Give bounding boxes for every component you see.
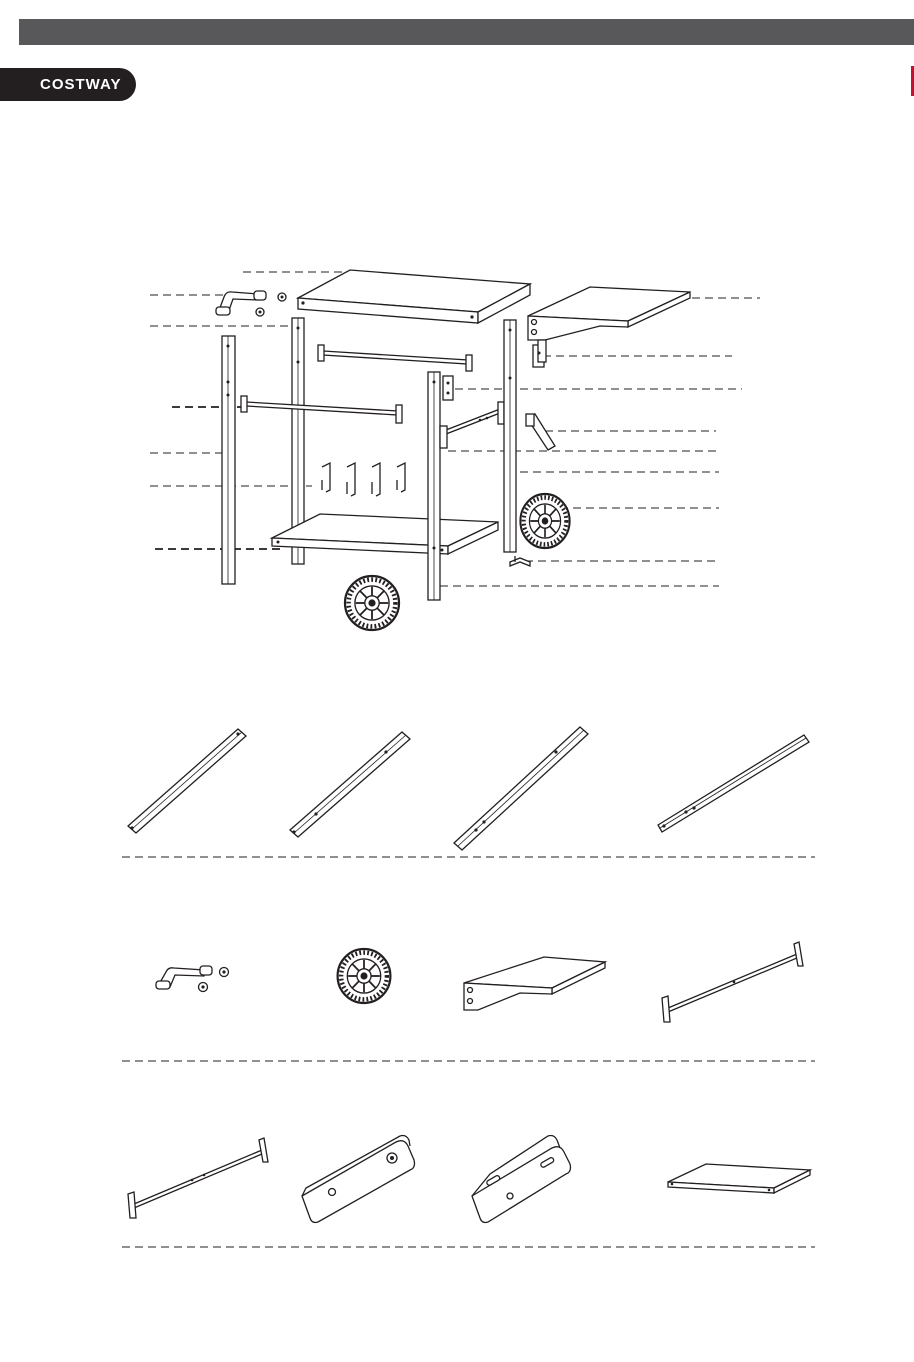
- top-shelf: [298, 270, 530, 323]
- part-leg-4: [658, 735, 809, 832]
- bottom-shelf-exploded: [272, 514, 498, 554]
- handle-exploded: [216, 291, 286, 316]
- part-bracket-left: [472, 1136, 571, 1223]
- parts-row-1: [122, 727, 815, 857]
- wheel-right-exploded: [520, 494, 569, 548]
- exploded-view: [150, 270, 760, 630]
- part-wheel: [338, 949, 391, 1003]
- hinge-bracket: [533, 340, 546, 367]
- bracket-small: [443, 376, 453, 400]
- part-bracket-right: [302, 1136, 415, 1223]
- parts-row-2: [122, 942, 815, 1061]
- crossbar-back: [318, 345, 472, 371]
- axle-clip: [510, 556, 530, 566]
- part-crossbar-short: [128, 1138, 268, 1218]
- side-shelf-exploded: [528, 287, 690, 340]
- brand-logo-text: COSTWAY: [40, 76, 122, 93]
- leg-front-left: [222, 336, 235, 584]
- part-leg-2: [290, 732, 410, 837]
- crossbar-front: [241, 396, 402, 423]
- support-arm: [526, 414, 555, 450]
- part-side-shelf: [464, 957, 605, 1010]
- part-leg-1: [128, 729, 246, 833]
- part-crossbar-long: [662, 942, 803, 1022]
- leg-front-right: [428, 372, 440, 600]
- part-handle-set: [156, 966, 229, 992]
- leg-back-right: [504, 320, 516, 552]
- part-leg-3: [454, 727, 588, 850]
- part-bottom-shelf: [668, 1164, 810, 1193]
- hooks: [322, 463, 405, 496]
- parts-row-3: [122, 1136, 815, 1248]
- wheel-left-exploded: [345, 576, 399, 630]
- crossbar-side: [440, 402, 504, 448]
